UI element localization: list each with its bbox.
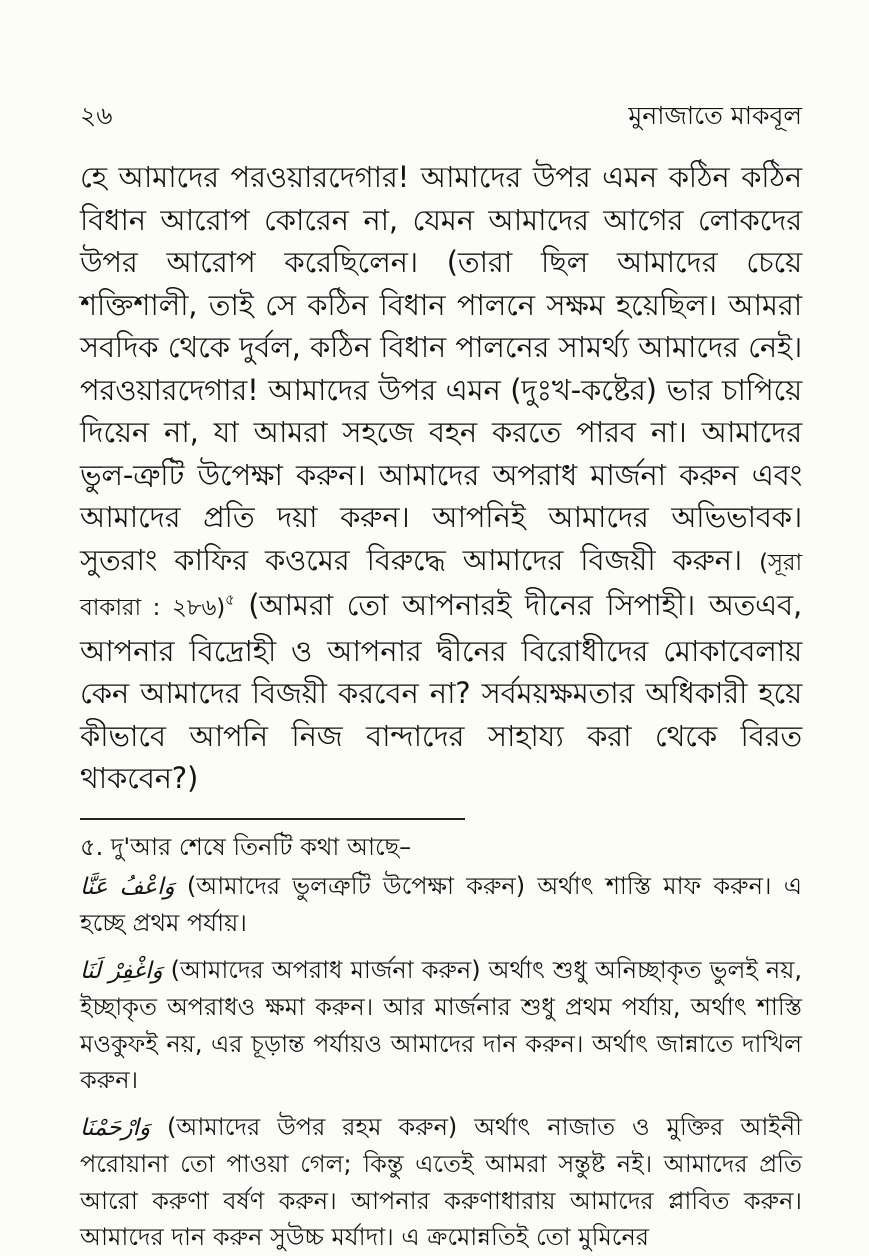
book-page [80, 98, 802, 1256]
footnote-divider [80, 818, 465, 820]
arabic-phrase-1: وَاعْفُ عَنَّا [80, 873, 175, 900]
arabic-phrase-2: وَاغْفِرْ لَنَا [80, 957, 163, 984]
footnote-marker: ৫ [224, 590, 235, 609]
footnote-item-2-text: (আমাদের অপরাধ মার্জনা করুন) অর্থাৎ শুধু অনিচ্ছাকৃত ভুলই নয়, ইচ্ছাকৃত অপরাধও ক্ষমা করুন। আর মার্জনার শুধু প্রথম পর্যায়, অর্থাৎ শাস্তি মওকুফই নয়, এর চূড়ান্ত পর্যায়ও আমাদের দান করুন। অর্থাৎ জান্নাতে দাখিল করুন। [80, 955, 802, 1094]
main-text-part-1: হে আমাদের পরওয়ারদেগার! আমাদের উপর এমন কঠিন কঠিন বিধান আরোপ কোরেন না, যেমন আমাদের আগের লোকদের উপর আরোপ করেছিলেন। (তারা ছিল আমাদের চেয়ে শক্তিশালী, তাই সে কঠিন বিধান পালনে সক্ষম হয়েছিল। আমরা সবদিক থেকে দুর্বল, কঠিন বিধান পালনের সামর্থ্য আমাদের নেই। পরওয়ারদেগার! আমাদের উপর এমন (দুঃখ-কষ্টের) ভার চাপিয়ে দিয়েন না, যা আমরা সহজে বহন করতে পারব না। আমাদের ভুল-ত্রুটি উপেক্ষা করুন। আমাদের অপরাধ মার্জনা করুন এবং আমাদের প্রতি দয়া করুন। আপনিই আমাদের অভিভাবক। সুতরাং কাফির কওমের বিরুদ্ধে আমাদের বিজয়ী করুন। [80, 160, 802, 577]
footnote-item-3 [80, 1109, 802, 1256]
footnote-item-3-text: (আমাদের উপর রহম করুন) অর্থাৎ নাজাত ও মুক্তির আইনী পরোয়ানা তো পাওয়া গেল; কিন্তু এতেই আমরা সন্তুষ্ট নই। আমাদের প্রতি আরো করুণা বর্ষণ করুন। আপনার করুণাধারায় আমাদের প্লাবিত করুন। আমাদের দান করুন সুউচ্চ মর্যাদা। এ ক্রমোন্নতিই তো মুমিনের [80, 1112, 802, 1251]
footnote-item-2 [80, 952, 802, 1099]
footnote-item-1-text: (আমাদের ভুলত্রুটি উপেক্ষা করুন) অর্থাৎ শাস্তি মাফ করুন। এ হচ্ছে প্রথম পর্যায়। [80, 871, 802, 937]
book-title: মুনাজাতে মাকবূল [628, 101, 802, 130]
page-number: ২৬ [80, 101, 113, 130]
main-paragraph [80, 156, 802, 800]
arabic-phrase-3: وَارْحَمْنَا [80, 1114, 151, 1141]
main-text-part-2: (আমরা তো আপনারই দীনের সিপাহী। অতএব, আপনার বিদ্রোহী ও আপনার দ্বীনের বিরোধীদের মোকাবেলায় কেন আমাদের বিজয়ী করবেন না? সর্বময়ক্ষমতার অধিকারী হয়ে কীভাবে আপনি নিজ বান্দাদের সাহায্য করা থেকে বিরত থাকবেন?) [80, 588, 802, 795]
page-header [80, 98, 802, 138]
footnote-item-1 [80, 868, 802, 942]
footnote-intro: ৫. দু'আর শেষে তিনটি কথা আছে– [80, 832, 412, 861]
surah-reference: (সূরা বাকারা : ২৮৬) [80, 549, 802, 621]
